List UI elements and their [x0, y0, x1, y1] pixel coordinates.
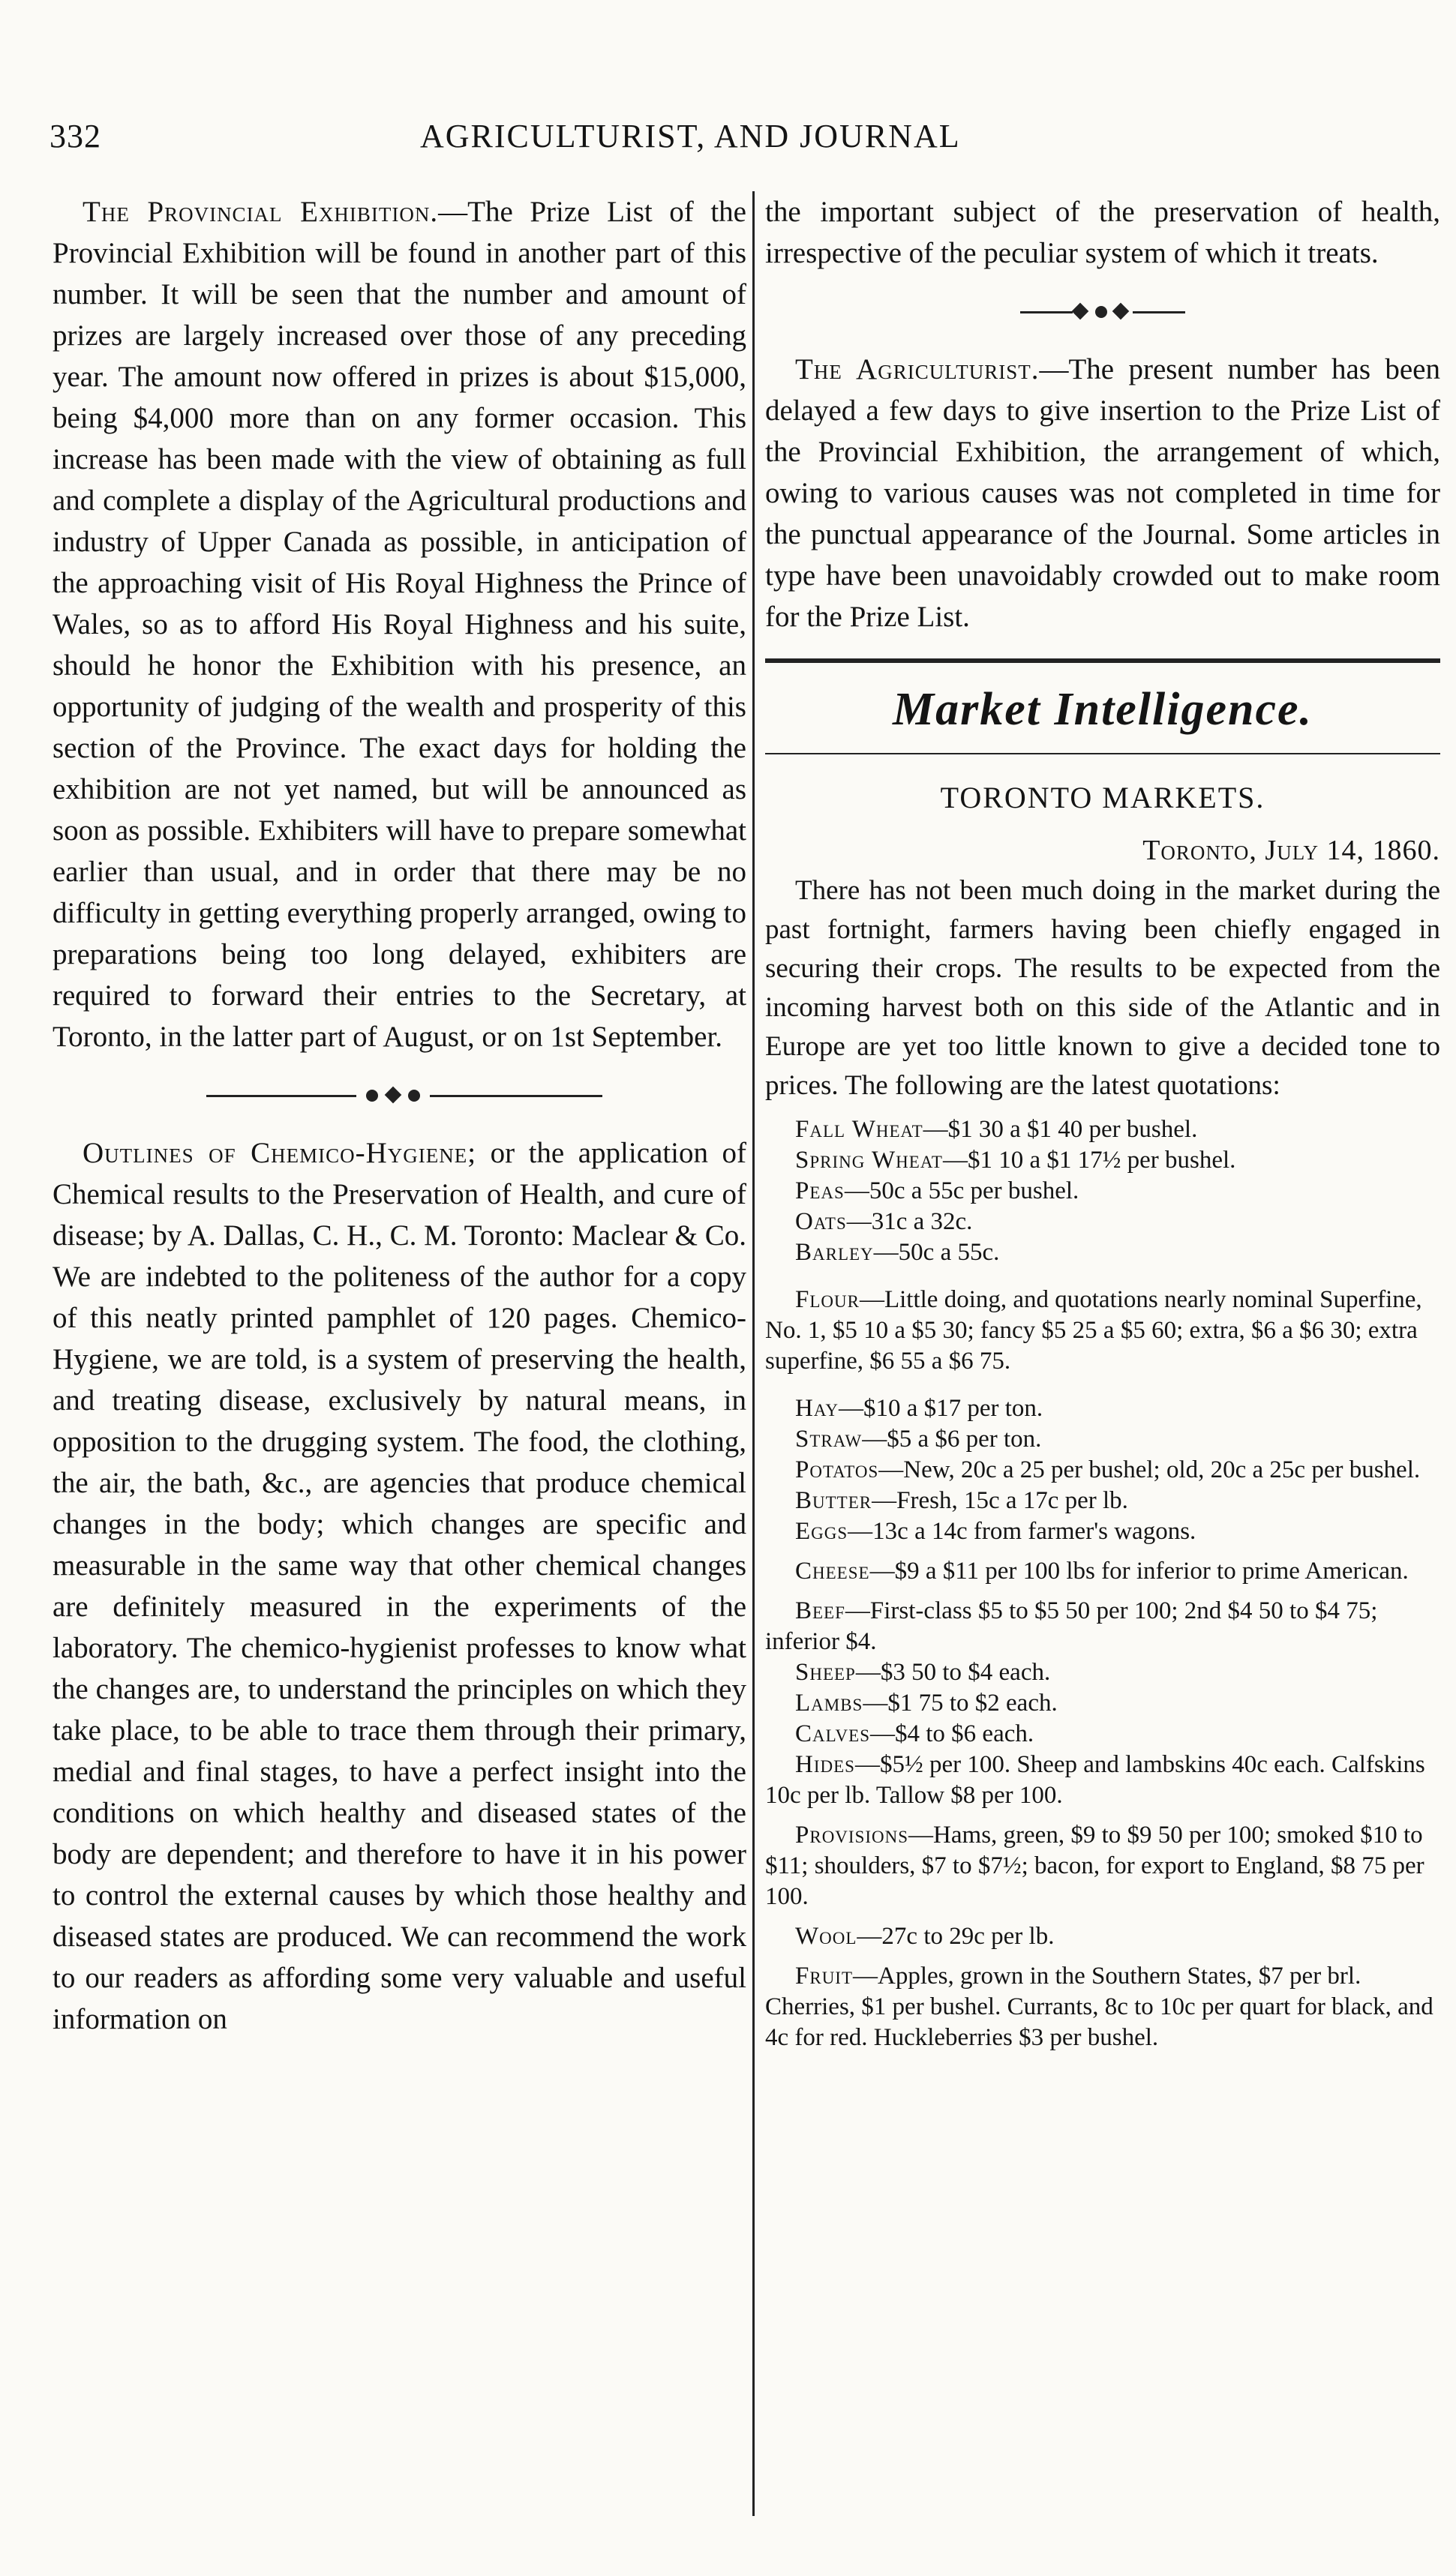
quote-peas: Peas—50c a 55c per bushel. — [795, 1177, 1079, 1204]
market-intelligence-heading: Market Intelligence. — [892, 684, 1313, 735]
left-column — [53, 191, 746, 2040]
dateline: Toronto, July 14, 1860. — [1142, 835, 1440, 866]
market-intro: There has not been much doing in the market during the past fortnight, farmers having been chiefly engaged in securing their crops. The results to be expected from the incoming harvest both on this side of the Atlantic and in Europe are yet too little known to give a decided tone to prices. The following are the latest quotations: — [765, 875, 1440, 1101]
exhibition-heading: The Provincial Exhibition. — [83, 196, 439, 228]
page-number: 332 — [50, 118, 101, 154]
quote-butter: Butter—Fresh, 15c a 17c per lb. — [795, 1487, 1128, 1514]
quote-sheep: Sheep—$3 50 to $4 each. — [795, 1659, 1051, 1686]
running-title: AGRICULTURIST, AND JOURNAL — [420, 118, 961, 154]
quote-straw: Straw—$5 a $6 per ton. — [795, 1426, 1042, 1453]
quote-eggs: Eggs—13c a 14c from farmer's wagons. — [795, 1518, 1196, 1545]
quote-provisions: Provisions—Hams, green, $9 to $9 50 per 100; smoked $10 to $11; shoulders, $7 to $7½; bacon, for export to England, $8 75 per 100. — [765, 1822, 1424, 1910]
agriculturist-article — [765, 349, 1440, 637]
agriculturist-heading: The Agriculturist. — [795, 353, 1040, 385]
outlines-article — [53, 1132, 746, 2040]
exhibition-article — [53, 191, 746, 1057]
quote-barley: Barley—50c a 55c. — [795, 1239, 1000, 1266]
section-rule — [765, 753, 1440, 754]
column-rule — [752, 191, 755, 2516]
quote-flour: Flour—Little doing, and quotations nearly nominal Superfine, No. 1, $5 10 a $5 30; fancy $5 25 a $5 60; extra, $6 a $6 30; extra superfine, $6 55 a $6 75. — [765, 1286, 1422, 1375]
section-rule — [765, 658, 1440, 663]
quote-fruit: Fruit—Apples, grown in the Southern States, $7 per brl. Cherries, $1 per bushel. Currants, 8c to 10c per quart for black, and 4c for red. Huckleberries $3 per bushel. — [765, 1963, 1433, 2051]
page-header — [0, 112, 1456, 165]
quote-beef: Beef—First-class $5 to $5 50 per 100; 2nd $4 50 to $4 75; inferior $4. — [765, 1597, 1378, 1655]
ornament-divider — [53, 1077, 746, 1114]
outlines-heading: Outlines of Chemico-Hygiene; — [83, 1137, 477, 1169]
quote-cheese: Cheese—$9 a $11 per 100 lbs for inferior to prime American. — [795, 1558, 1409, 1585]
outlines-body: or the application of Chemical results to the Preservation of Health, and cure of disease; by A. Dallas, C. H., C. M. Toronto: Maclear & Co. We are indebted to the politeness of the author for a copy of this neatly printed pamphlet of 120 pages. Chemico-Hygiene, we are told, is a system of preserving the health, and treating disease, exclusively by natural means, in opposition to the drugging system. The food, the clothing, the air, the bath, &c., are agencies that produce chemical changes in the body; which changes are specific and measurable in the same way that other chemical changes are definitely measured in the experiments of the laboratory. The chemico-hygienist professes to know what the changes are, to understand the principles on which they take place, to be able to trace them through their primary, medial and final stages, to have a perfect insight into the conditions on which healthy and diseased states of the body are dependent; and therefore to have it in his power to control the external causes by which those healthy and diseased states are produced. We can recommend the work to our readers as affording some very valuable and useful information on — [53, 1137, 746, 2035]
quote-spring-wheat: Spring Wheat—$1 10 a $1 17½ per bushel. — [795, 1147, 1236, 1174]
exhibition-body: —The Prize List of the Provincial Exhibition will be found in another part of this number. It will be seen that the number and amount of prizes are largely increased over those of any preceding year. The amount now offered in prizes is about $15,000, being $4,000 more than on any former occasion. This increase has been made with the view of obtaining as full and complete a display of the Agricultural productions and industry of Upper Canada as possible, in anticipation of the approaching visit of His Royal Highness the Prince of Wales, so as to afford His Royal Highness and his suite, should he honor the Exhibition with his presence, an opportunity of judging of the wealth and prosperity of this section of the Province. The exact days for holding the exhibition are not yet named, but will be announced as soon as possible. Exhibiters will have to prepare somewhat earlier than usual, and in order that there may be no difficulty in getting everything properly arranged, owing to preparations being too long delayed, exhibiters are required to forward their entries to the Secretary, at Toronto, in the latter part of August, or on 1st September. — [53, 196, 746, 1053]
quote-wool: Wool—27c to 29c per lb. — [795, 1923, 1055, 1950]
right-column — [765, 191, 1440, 2053]
agriculturist-body: —The present number has been delayed a few days to give insertion to the Prize List of the Provincial Exhibition, the arrangement of which, owing to various causes was not completed in time for the punctual appearance of the Journal. Some articles in type have been unavoidably crowded out to make room for the Prize List. — [765, 353, 1440, 633]
continuation-text: the important subject of the preservation of health, irrespective of the peculiar system of which it treats. — [765, 196, 1440, 269]
quote-fall-wheat: Fall Wheat—$1 30 a $1 40 per bushel. — [795, 1116, 1198, 1143]
quote-calves: Calves—$4 to $6 each. — [795, 1720, 1034, 1747]
toronto-markets-title: TORONTO MARKETS. — [940, 781, 1265, 814]
quote-lambs: Lambs—$1 75 to $2 each. — [795, 1690, 1058, 1717]
quote-potatos: Potatos—New, 20c a 25 per bushel; old, 20c a 25c per bushel. — [795, 1456, 1421, 1483]
quote-hides: Hides—$5½ per 100. Sheep and lambskins 40c each. Calfskins 10c per lb. Tallow $8 per 100. — [765, 1751, 1425, 1809]
ornament-divider — [765, 293, 1440, 331]
quote-hay: Hay—$10 a $17 per ton. — [795, 1395, 1043, 1422]
quote-oats: Oats—31c a 32c. — [795, 1208, 973, 1235]
